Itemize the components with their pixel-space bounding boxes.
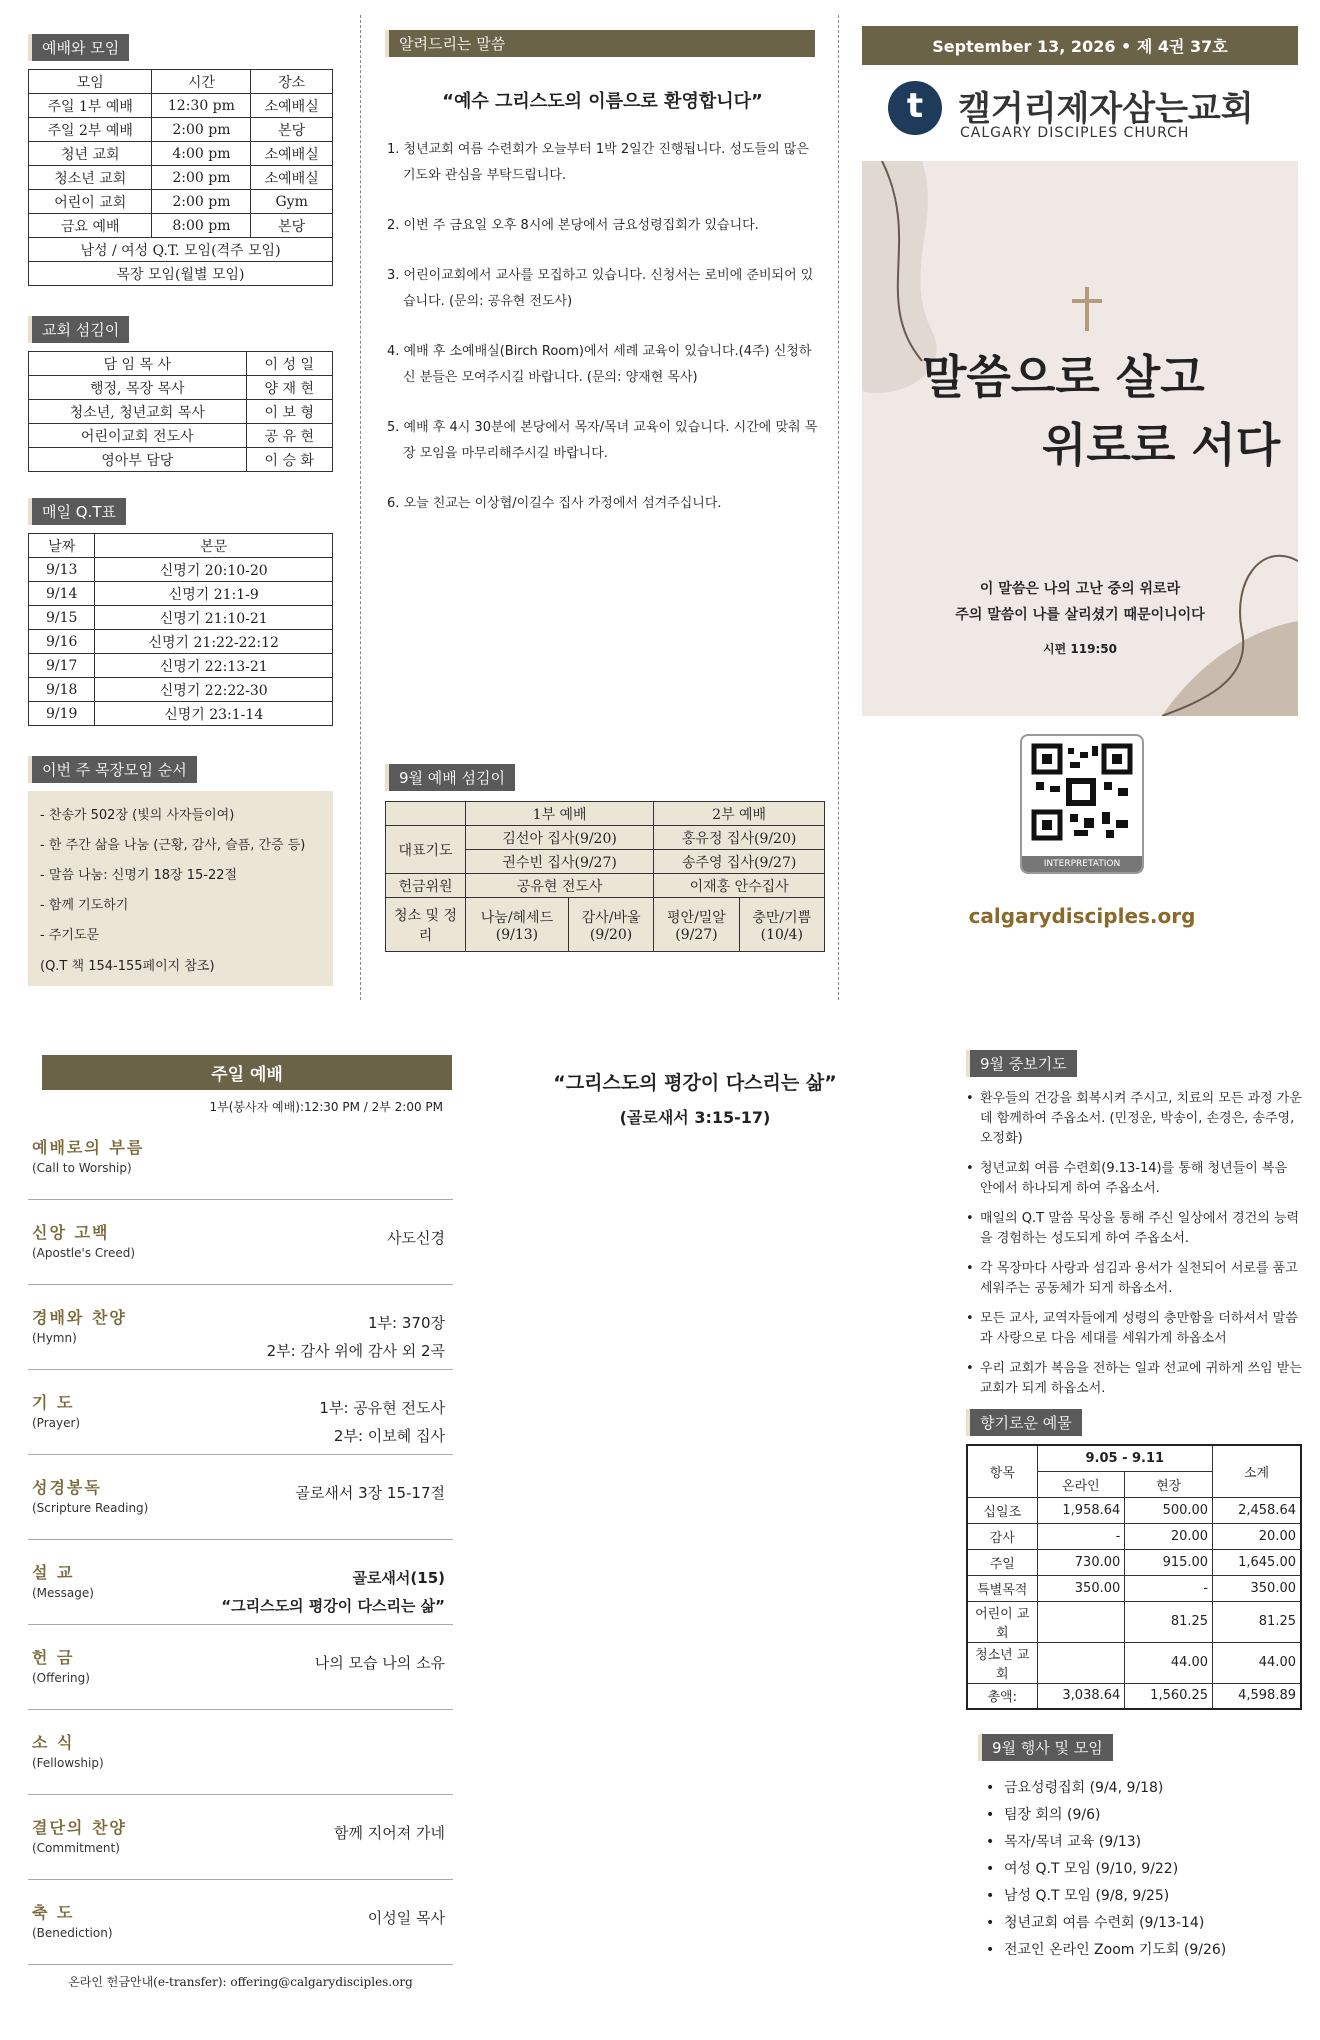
staff-cell: 행정, 목장 목사 [29, 376, 247, 400]
service-list [28, 1115, 453, 1965]
list-item: - 한 주간 삶을 나눔 (근황, 감사, 슬픔, 간증 등) [40, 838, 306, 853]
qt-cell: 9/16 [29, 630, 95, 654]
service-value-line: 사도신경 [387, 1229, 445, 1247]
offering-cell: 3,038.64 [1037, 1683, 1125, 1709]
schedule-cell: 소예배실 [251, 94, 333, 118]
staff-heading: 교회 섬김이 [28, 316, 129, 343]
offering-cell: 1,645.00 [1213, 1549, 1301, 1575]
service-item-name: 경배와 찬양 [32, 1308, 127, 1327]
service-item [28, 1625, 453, 1710]
offering-cell: 공유현 전도사 [466, 874, 654, 898]
schedule-cell: 남성 / 여성 Q.T. 모임(격주 모임) [29, 238, 333, 262]
welcome-text: “예수 그리스도의 이름으로 환영합니다” [442, 91, 763, 112]
prayer-cell: 홍유정 집사(9/20) [654, 826, 825, 850]
qt-cell: 신명기 22:13-21 [95, 654, 333, 678]
clean-label: 청소 및 정리 [386, 898, 466, 952]
announcement-item: 5. 예배 후 4시 30분에 본당에서 목자/목녀 교육이 있습니다. 시간에 맞춰 목장 모임을 마무리해주시길 바랍니다. [387, 420, 818, 461]
service-title: 주일 예배 [42, 1055, 452, 1090]
staff-cell: 공 유 현 [246, 424, 332, 448]
verse-ref: 시편 119:50 [1043, 642, 1117, 656]
table-row [29, 142, 333, 166]
offering-cell: 1,560.25 [1125, 1683, 1213, 1709]
table-row [29, 678, 333, 702]
offering-period: 9.05 - 9.11 [1037, 1445, 1213, 1471]
sermon-ref: (골로새서 3:15-17) [619, 1108, 771, 1127]
offering-cell: 20.00 [1213, 1523, 1301, 1549]
qt-table [28, 533, 333, 726]
offering-cell: 어린이 교회 [967, 1601, 1037, 1642]
service-value-line: 2부: 감사 위에 감사 외 2곡 [266, 1342, 445, 1360]
table-row [29, 448, 333, 472]
table-row [29, 94, 333, 118]
staff-table [28, 351, 333, 472]
service-value-line: 나의 모습 나의 소유 [314, 1654, 445, 1672]
sermon-title: “그리스도의 평강이 다스리는 삶” [553, 1072, 837, 1094]
schedule-cell: 2:00 pm [152, 118, 251, 142]
service-value-line: 함께 지어져 가네 [334, 1824, 445, 1842]
offering-cell: 500.00 [1125, 1497, 1213, 1523]
middle-column [385, 26, 820, 944]
church-name-en: CALGARY DISCIPLES CHURCH [960, 125, 1190, 141]
events-heading: 9월 행사 및 모임 [978, 1734, 1113, 1761]
service-item [28, 1455, 453, 1540]
staff-cell: 담 임 목 사 [29, 352, 247, 376]
qt-cell: 9/13 [29, 558, 95, 582]
qt-cell: 신명기 21:22-22:12 [95, 630, 333, 654]
qt-cell: 신명기 23:1-14 [95, 702, 333, 726]
church-name-ko: 캘거리제자삼는교회 [958, 89, 1254, 129]
table-row [29, 582, 333, 606]
table-row [967, 1601, 1301, 1642]
offering-cell: 2,458.64 [1213, 1497, 1301, 1523]
service-times: 1부(봉사자 예배):12:30 PM / 2부 2:00 PM [209, 1100, 443, 1114]
prayer-label: 대표기도 [386, 826, 466, 874]
table-row [29, 376, 333, 400]
service-item [28, 1540, 453, 1625]
offering-h-onsite: 현장 [1125, 1471, 1213, 1497]
servers-heading: 9월 예배 섬김이 [385, 764, 515, 791]
table-row [29, 166, 333, 190]
table-row [967, 1575, 1301, 1601]
qt-cell: 9/15 [29, 606, 95, 630]
church-logo-icon: t [888, 81, 942, 135]
service-item [28, 1200, 453, 1285]
schedule-cell: 목장 모임(월별 모임) [29, 262, 333, 286]
clean-date: (9/13) [495, 926, 539, 943]
service-item-en: (Commitment) [32, 1841, 120, 1855]
sermon-block [470, 1068, 920, 1128]
service-item-name: 예배로의 부름 [32, 1138, 145, 1157]
service-item [28, 1370, 453, 1455]
table-row [29, 262, 333, 286]
schedule-cell: 소예배실 [251, 142, 333, 166]
service-item-name: 축 도 [32, 1903, 75, 1922]
announcement-list [385, 137, 820, 517]
schedule-cell: 청소년 교회 [29, 166, 152, 190]
clean-date: (9/27) [675, 926, 718, 943]
qr-label: INTERPRETATION [1022, 856, 1142, 872]
service-item-en: (Apostle's Creed) [32, 1246, 136, 1260]
offering-cell: 81.25 [1213, 1601, 1301, 1642]
offering-cell: 81.25 [1125, 1601, 1213, 1642]
schedule-cell: 12:30 pm [152, 94, 251, 118]
offering-h-item: 항목 [967, 1445, 1037, 1497]
prayer-item: • 우리 교회가 복음을 전하는 일과 선교에 귀하게 쓰임 받는 교회가 되게 하옵소서. [966, 1359, 1302, 1399]
qr-code-icon [1030, 742, 1134, 842]
schedule-cell: 4:00 pm [152, 142, 251, 166]
staff-cell: 영아부 담당 [29, 448, 247, 472]
qt-cell: 신명기 20:10-20 [95, 558, 333, 582]
service-item-name: 헌 금 [32, 1648, 75, 1667]
service-item [28, 1115, 453, 1200]
schedule-cell: 금요 예배 [29, 214, 152, 238]
service-item-name: 성경봉독 [32, 1478, 102, 1497]
cover-verse [862, 576, 1298, 662]
announcement-item: 2. 이번 주 금요일 오후 8시에 본당에서 금요성령집회가 있습니다. [387, 218, 759, 233]
service-value-line: 골로새서(15) [352, 1569, 445, 1587]
events-list [986, 1775, 1302, 1964]
table-row [29, 352, 333, 376]
table-row [29, 190, 333, 214]
event-item: • 목자/목녀 교육 (9/13) [986, 1829, 1302, 1856]
table-row [29, 118, 333, 142]
service-item-value [315, 1649, 445, 1677]
service-item [28, 1795, 453, 1880]
service-item-en: (Scripture Reading) [32, 1501, 149, 1515]
prayer-cell: 송주영 집사(9/27) [654, 850, 825, 874]
offering-cell [1037, 1642, 1125, 1683]
cell-order-note: (Q.T 책 154-155페이지 참조) [40, 959, 215, 974]
cover-column [862, 26, 1302, 928]
offering-cell: 350.00 [1213, 1575, 1301, 1601]
schedule-cell: 주일 1부 예배 [29, 94, 152, 118]
service-item-value [221, 1564, 445, 1620]
service-item-value [368, 1904, 445, 1932]
list-item: - 찬송가 502장 (빛의 사자들이여) [40, 808, 235, 823]
table-row [967, 1683, 1301, 1709]
offering-cell [1037, 1601, 1125, 1642]
table-row [29, 558, 333, 582]
service-item-en: (Fellowship) [32, 1756, 104, 1770]
service-value-line: “그리스도의 평강이 다스리는 삶” [221, 1597, 445, 1615]
service-item-en: (Prayer) [32, 1416, 81, 1430]
offering-cell: 730.00 [1037, 1549, 1125, 1575]
service-item-name: 신앙 고백 [32, 1223, 110, 1242]
clean-group: 나눔/헤세드 [480, 909, 554, 926]
offering-table [966, 1444, 1302, 1710]
staff-cell: 청소년, 청년교회 목사 [29, 400, 247, 424]
schedule-cell: Gym [251, 190, 333, 214]
service-item [28, 1285, 453, 1370]
prayer-list [966, 1089, 1302, 1399]
prayer-item: • 청년교회 여름 수련회(9.13-14)를 통해 청년들이 복음 안에서 하나되게 하여 주옵소서. [966, 1159, 1302, 1199]
schedule-cell: 주일 2부 예배 [29, 118, 152, 142]
event-item: • 금요성령집회 (9/4, 9/18) [986, 1775, 1302, 1802]
qt-header: 날짜 [29, 534, 95, 558]
schedule-cell: 2:00 pm [152, 166, 251, 190]
list-item: - 말씀 나눔: 신명기 18장 15-22절 [40, 868, 238, 883]
qt-header: 본문 [95, 534, 333, 558]
divider [838, 15, 839, 1000]
right-bottom-column [966, 1046, 1302, 1964]
announcement-item: 4. 예배 후 소예배실(Birch Room)에서 세례 교육이 있습니다.(4주) 신청하신 분들은 모여주시길 바랍니다. (문의: 양재현 목사) [387, 344, 812, 385]
staff-cell: 어린이교회 전도사 [29, 424, 247, 448]
servers-table [385, 801, 825, 952]
prayer-item: • 각 목장마다 사랑과 섬김과 용서가 실천되어 서로를 품고 세워주는 공동체가 되게 하옵소서. [966, 1259, 1302, 1299]
event-item: • 청년교회 여름 수련회 (9/13-14) [986, 1910, 1302, 1937]
offering-cell: 청소년 교회 [967, 1642, 1037, 1683]
table-row [29, 214, 333, 238]
clean-group: 충만/기쁨 [752, 909, 812, 926]
offering-cell: 915.00 [1125, 1549, 1213, 1575]
offering-cell: 주일 [967, 1549, 1037, 1575]
announcement-item: 6. 오늘 친교는 이상협/이길수 집사 가정에서 섬겨주십니다. [387, 496, 722, 511]
list-item: - 주기도문 [40, 928, 100, 943]
list-item: - 함께 기도하기 [40, 898, 129, 913]
announcement-item: 3. 어린이교회에서 교사를 모집하고 있습니다. 신청서는 로비에 준비되어 있습니다. (문의: 공유현 전도사) [387, 268, 814, 309]
service-item-value [295, 1479, 445, 1507]
schedule-cell: 본당 [251, 118, 333, 142]
service-item-value [319, 1394, 445, 1450]
table-row [29, 400, 333, 424]
table-row [29, 238, 333, 262]
offering-cell: 44.00 [1213, 1642, 1301, 1683]
church-logo-block [862, 65, 1302, 155]
schedule-header: 장소 [251, 70, 333, 94]
table-row [967, 1549, 1301, 1575]
prayer-item: • 환우들의 건강을 회복시켜 주시고, 치료의 모든 과정 가운데 함께하여 주옵소서. (민정운, 박송이, 손경은, 송주영, 오정화) [966, 1089, 1302, 1149]
event-item: • 전교인 온라인 Zoom 기도회 (9/26) [986, 1937, 1302, 1964]
qt-heading: 매일 Q.T표 [28, 498, 126, 525]
offering-cell: 20.00 [1125, 1523, 1213, 1549]
clean-date: (9/20) [589, 926, 633, 943]
staff-cell: 양 재 현 [246, 376, 332, 400]
offering-cell: 총액: [967, 1683, 1037, 1709]
clean-group: 평안/밀알 [667, 909, 726, 926]
cell-order-box [28, 791, 333, 986]
service-item-en: (Call to Worship) [32, 1161, 132, 1175]
service-value-line: 골로새서 3장 15-17절 [295, 1484, 445, 1502]
offering-heading: 향기로운 예물 [966, 1409, 1082, 1436]
event-item: • 여성 Q.T 모임 (9/10, 9/22) [986, 1856, 1302, 1883]
event-item: • 팀장 회의 (9/6) [986, 1802, 1302, 1829]
schedule-cell: 어린이 교회 [29, 190, 152, 214]
table-row [29, 654, 333, 678]
service-value-line: 1부: 370장 [368, 1314, 445, 1332]
qt-cell: 신명기 21:10-21 [95, 606, 333, 630]
schedule-cell: 본당 [251, 214, 333, 238]
service-order [28, 1055, 453, 1990]
schedule-header: 모임 [29, 70, 152, 94]
prayer-item: • 매일의 Q.T 말씀 묵상을 통해 주신 일상에서 경건의 능력을 경험하는 성도되게 하여 주옵소서. [966, 1209, 1302, 1249]
schedule-cell: 8:00 pm [152, 214, 251, 238]
offering-cell: - [1125, 1575, 1213, 1601]
left-column [28, 30, 333, 986]
offering-label: 헌금위원 [386, 874, 466, 898]
announce-heading: 알려드리는 말씀 [385, 30, 815, 57]
announcement-item: 1. 청년교회 여름 수련회가 오늘부터 1박 2일간 진행됩니다. 성도들의 많은 기도와 관심을 부탁드립니다. [387, 142, 809, 183]
prayer-heading: 9월 중보기도 [966, 1050, 1077, 1077]
offering-h-total: 소계 [1213, 1445, 1301, 1497]
cover-image [862, 161, 1298, 716]
qr-code[interactable] [1020, 734, 1144, 874]
theme-line-1: 말씀으로 살고 [922, 350, 1205, 404]
service-value-line: 2부: 이보혜 집사 [333, 1427, 445, 1445]
table-row [29, 606, 333, 630]
qt-cell: 9/17 [29, 654, 95, 678]
cell-order-heading: 이번 주 목장모임 순서 [28, 756, 197, 783]
table-row [967, 1523, 1301, 1549]
offering-cell: 4,598.89 [1213, 1683, 1301, 1709]
staff-cell: 이 보 형 [246, 400, 332, 424]
service-item [28, 1880, 453, 1965]
service-item-en: (Message) [32, 1586, 94, 1600]
offering-cell: 44.00 [1125, 1642, 1213, 1683]
offering-cell: 이재홍 안수집사 [654, 874, 825, 898]
offering-cell: 350.00 [1037, 1575, 1125, 1601]
theme-line-2: 위로로 서다 [1042, 418, 1281, 472]
service-item [28, 1710, 453, 1795]
online-offering: 온라인 헌금안내(e-transfer): offering@calgarydisciples.org [68, 1975, 413, 1989]
schedule-cell: 소예배실 [251, 166, 333, 190]
event-item: • 남성 Q.T 모임 (9/8, 9/25) [986, 1883, 1302, 1910]
staff-cell: 이 승 화 [246, 448, 332, 472]
staff-cell: 이 성 일 [246, 352, 332, 376]
service-item-value [334, 1819, 445, 1847]
service-item-name: 소 식 [32, 1733, 75, 1752]
service-item-en: (Benediction) [32, 1926, 113, 1940]
schedule-table [28, 69, 333, 286]
offering-cell: 1,958.64 [1037, 1497, 1125, 1523]
qt-cell: 9/14 [29, 582, 95, 606]
clean-group: 감사/바울 [581, 909, 641, 926]
service-value-line: 이성일 목사 [367, 1909, 445, 1927]
qt-cell: 9/18 [29, 678, 95, 702]
table-row [29, 702, 333, 726]
qt-cell: 신명기 21:1-9 [95, 582, 333, 606]
offering-h-online: 온라인 [1037, 1471, 1125, 1497]
table-row [29, 424, 333, 448]
website-link[interactable]: calgarydisciples.org [968, 904, 1196, 928]
table-row [967, 1642, 1301, 1683]
schedule-cell: 청년 교회 [29, 142, 152, 166]
service-value-line: 1부: 공유현 전도사 [319, 1399, 445, 1417]
offering-cell: 감사 [967, 1523, 1037, 1549]
offering-cell: 특별목적 [967, 1575, 1037, 1601]
verse-line-2: 주의 말씀이 나를 살리셨기 때문이니이다 [955, 607, 1205, 623]
verse-line-1: 이 말씀은 나의 고난 중의 위로라 [979, 581, 1181, 597]
schedule-heading: 예배와 모임 [28, 34, 129, 61]
service-item-en: (Offering) [32, 1671, 90, 1685]
servers-col2: 2부 예배 [654, 802, 825, 826]
qt-cell: 9/19 [29, 702, 95, 726]
divider [360, 15, 361, 1000]
qt-cell: 신명기 22:22-30 [95, 678, 333, 702]
prayer-item: • 모든 교사, 교역자들에게 성령의 충만함을 더하셔서 말씀과 사랑으로 다음 세대를 세워가게 하옵소서 [966, 1309, 1302, 1349]
servers-col1: 1부 예배 [466, 802, 654, 826]
issue-date: September 13, 2026 • 제 4권 37호 [862, 26, 1298, 65]
service-item-name: 결단의 찬양 [32, 1818, 127, 1837]
schedule-header: 시간 [152, 70, 251, 94]
offering-cell: 십일조 [967, 1497, 1037, 1523]
service-item-value [267, 1309, 445, 1365]
service-item-name: 설 교 [32, 1563, 75, 1582]
clean-date: (10/4) [760, 926, 803, 943]
service-item-name: 기 도 [32, 1393, 75, 1412]
table-row [967, 1497, 1301, 1523]
cell-order-list [40, 801, 321, 951]
prayer-cell: 김선아 집사(9/20) [466, 826, 654, 850]
prayer-cell: 권수빈 집사(9/27) [466, 850, 654, 874]
service-item-value [387, 1224, 445, 1252]
offering-cell: - [1037, 1523, 1125, 1549]
table-row [29, 630, 333, 654]
schedule-cell: 2:00 pm [152, 190, 251, 214]
service-item-en: (Hymn) [32, 1331, 77, 1345]
